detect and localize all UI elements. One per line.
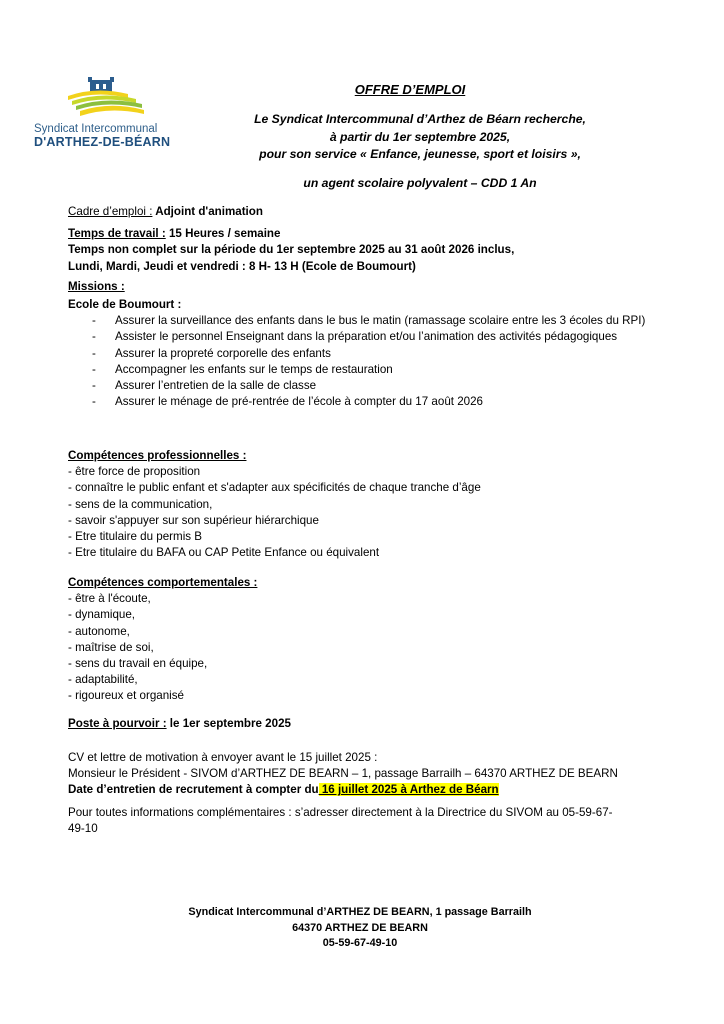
list-item: - Assurer le ménage de pré-rentrée de l’école à compter du 17 août 2026: [92, 395, 484, 409]
info-line-1: Pour toutes informations complémentaires : s’adresser directement à la Directrice du SIVOM au 05-59-67-: [68, 805, 613, 819]
logo-line-1: Syndicat Intercommunal: [34, 123, 158, 135]
employment-details: [68, 204, 688, 410]
cadre-value: Adjoint d'animation: [152, 205, 263, 218]
job-title: un agent scolaire polyvalent – CDD 1 An: [303, 176, 537, 190]
list-item: - dynamique,: [68, 608, 136, 622]
mission-text: Assurer le ménage de pré-rentrée de l’école à compter du 17 août 2026: [115, 395, 484, 409]
entretien-prefix: Date d’entretien de recrutement à compter du: [68, 783, 319, 797]
competences-comp-section: [68, 575, 688, 705]
competences-comp-label: Compétences comportementales :: [68, 576, 258, 589]
candidature-line-2: Monsieur le Président - SIVOM d’ARTHEZ DE BEARN – 1, passage Barrailh – 64370 ARTHEZ DE BEARN: [68, 767, 618, 781]
cadre-row: [68, 204, 688, 220]
pourvoir-label: Poste à pourvoir :: [68, 717, 167, 730]
list-item: - Etre titulaire du BAFA ou CAP Petite Enfance ou équivalent: [68, 546, 380, 560]
footer: [170, 905, 550, 952]
list-item: - Assurer la propreté corporelle des enfants: [92, 346, 331, 360]
temps-label: Temps de travail :: [68, 227, 166, 241]
competences-pro-label: Compétences professionnelles :: [68, 449, 247, 462]
logo-line-2: D'ARTHEZ-DE-BÉARN: [34, 135, 171, 149]
list-item: - sens du travail en équipe,: [68, 657, 208, 671]
temps-row: [68, 226, 688, 242]
candidature-line-1: CV et lettre de motivation à envoyer avant le 15 juillet 2025 :: [68, 751, 378, 764]
cadre-label: Cadre d’emploi :: [68, 205, 153, 218]
temps-line-3: Lundi, Mardi, Jeudi et vendredi : 8 H- 13 H (Ecole de Boumourt): [68, 259, 416, 273]
footer-line-1: Syndicat Intercommunal d’ARTHEZ DE BEARN, 1 passage Barrailh: [188, 906, 532, 918]
list-item: - rigoureux et organisé: [68, 689, 184, 703]
candidature-line-3: [68, 782, 688, 798]
list-item: - Assurer la surveillance des enfants dans le bus le matin (ramassage scolaire entre les 3 écoles du RPI): [92, 314, 646, 328]
list-item: - adaptabilité,: [68, 673, 138, 687]
missions-label: Missions :: [68, 279, 125, 293]
missions-school: Ecole de Boumourt :: [68, 298, 182, 312]
intro-line: à partir du 1er septembre 2025,: [329, 129, 511, 144]
footer-line-3: 05-59-67-49-10: [322, 937, 398, 950]
footer-line-2: 64370 ARTHEZ DE BEARN: [292, 921, 428, 934]
intro-line: Le Syndicat Intercommunal d’Arthez de Béarn recherche,: [254, 112, 586, 126]
logo: [34, 76, 174, 148]
temps-value: 15 Heures / semaine: [165, 227, 281, 241]
list-item: - sens de la communication,: [68, 497, 213, 511]
list-item: - savoir s'appuyer sur son supérieur hiérarchique: [68, 513, 319, 527]
intro-line: pour son service « Enfance, jeunesse, sport et loisirs »,: [259, 147, 581, 162]
list-item: - être à l'écoute,: [68, 592, 151, 606]
list-item: - maîtrise de soi,: [68, 640, 154, 654]
list-item: - Assurer l’entretien de la salle de classe: [92, 379, 317, 393]
mission-text: Assister le personnel Enseignant dans la préparation et/ou l’animation des activités pédagogiques: [115, 330, 618, 344]
pourvoir-value: le 1er septembre 2025: [166, 717, 291, 730]
list-item: - autonome,: [68, 624, 130, 638]
mission-text: Accompagner les enfants sur le temps de restauration: [115, 362, 393, 376]
mission-text: Assurer la propreté corporelle des enfants: [115, 346, 331, 360]
pourvoir-row: [68, 716, 688, 732]
info-line-2: 49-10: [68, 821, 98, 835]
list-item: - être force de proposition: [68, 465, 201, 479]
list-item: - Etre titulaire du permis B: [68, 530, 203, 544]
list-item: - Assister le personnel Enseignant dans la préparation et/ou l’animation des activités pédagogiques: [92, 330, 618, 344]
entretien-date-highlight: 16 juillet 2025 à Arthez de Béarn: [318, 783, 499, 797]
page-title: OFFRE D’EMPLOI: [354, 82, 466, 97]
mission-text: Assurer la surveillance des enfants dans le bus le matin (ramassage scolaire entre les 3 écoles du RPI): [115, 314, 646, 328]
intro-block: [210, 111, 630, 164]
list-item: - Accompagner les enfants sur le temps de restauration: [92, 362, 393, 376]
mission-text: Assurer l’entretien de la salle de classe: [115, 379, 317, 393]
logo-emblem-icon: [66, 76, 146, 122]
temps-line-2: Temps non complet sur la période du 1er septembre 2025 au 31 août 2026 inclus,: [68, 243, 515, 257]
candidature-section: [68, 750, 688, 837]
competences-pro-section: [68, 448, 688, 561]
list-item: - connaître le public enfant et s'adapter aux spécificités de chaque tranche d’âge: [68, 481, 481, 495]
